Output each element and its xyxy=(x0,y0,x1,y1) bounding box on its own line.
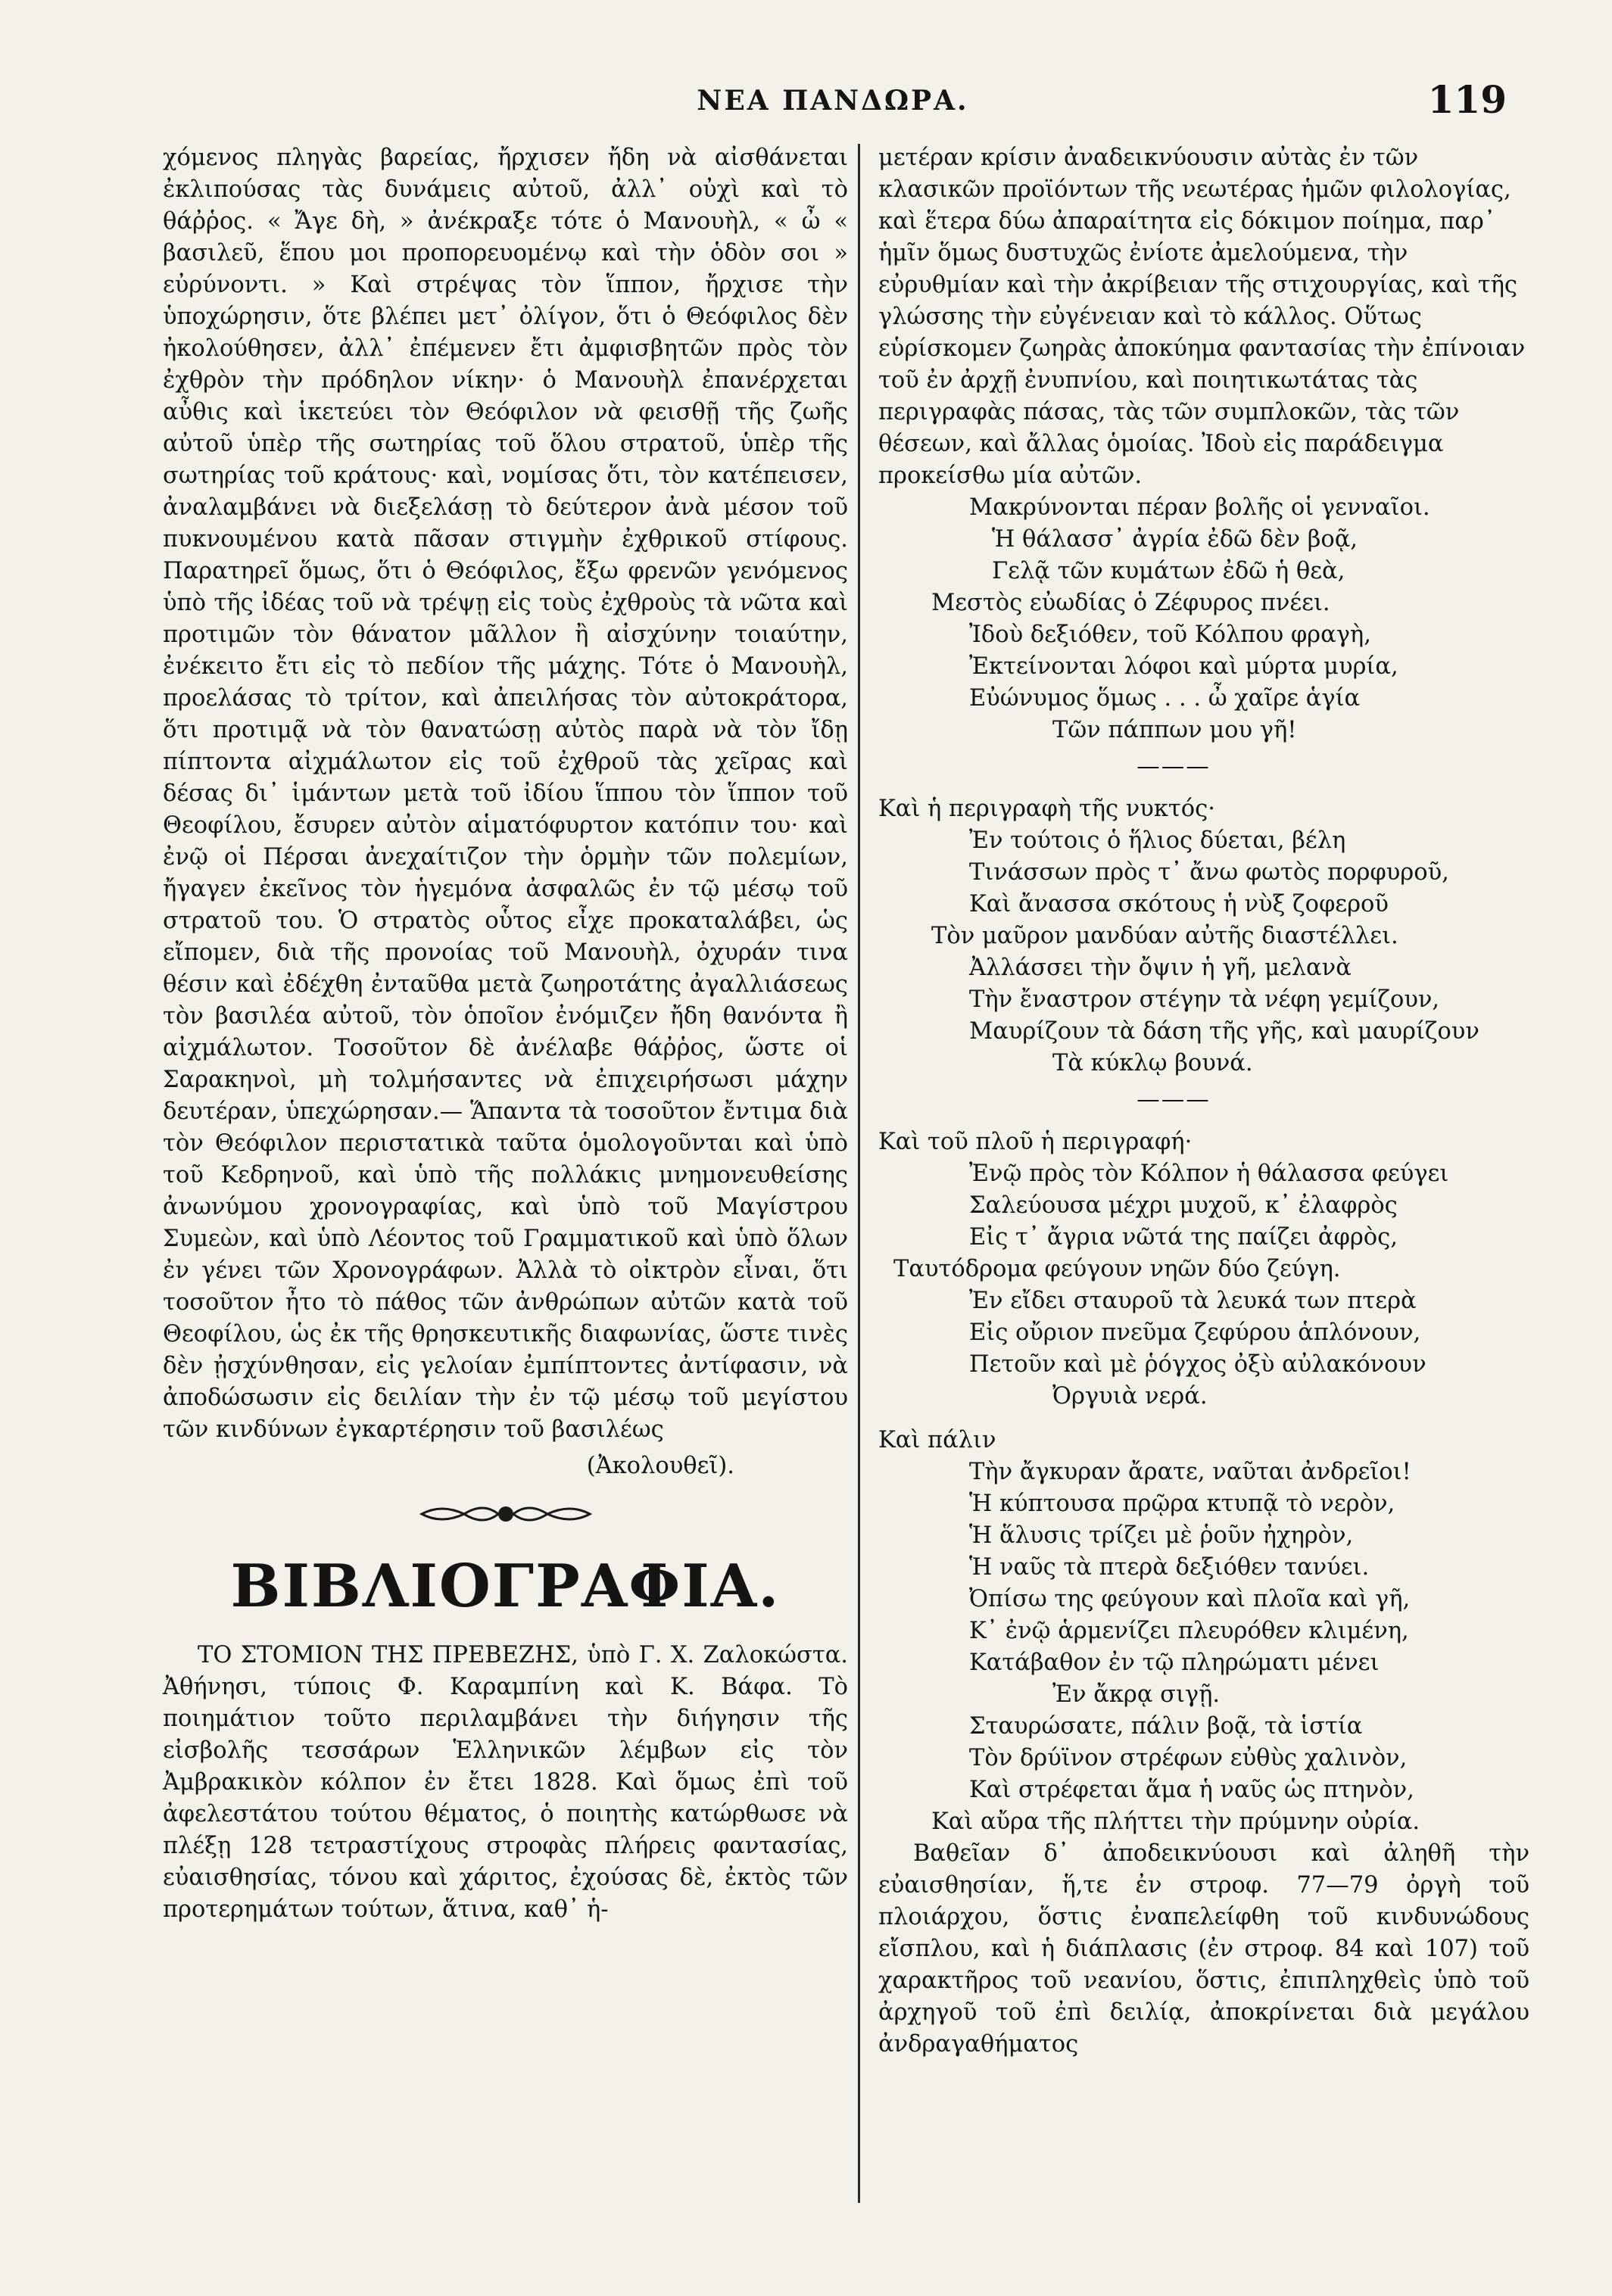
poem-line: Τὴν ἄγκυραν ἄρατε, ναῦται ἀνδρεῖοι! xyxy=(969,1459,1411,1485)
poem-line: Ἐν ἄκρᾳ σιγῇ. xyxy=(1052,1681,1221,1708)
poem-line: Τινάσσων πρὸς τ᾿ ἄνω φωτὸς πορφυροῦ, xyxy=(969,859,1449,886)
right-column xyxy=(878,142,1529,2061)
poem-line: Ἡ κύπτουσα πρῷρα κτυπᾷ τὸ νερὸν, xyxy=(969,1491,1395,1517)
poem-line: Γελᾷ τῶν κυμάτων ἐδῶ ἡ θεὰ, xyxy=(992,558,1345,584)
poem-line: Ἡ ναῦς τὰ πτερὰ δεξιόθεν τανύει. xyxy=(969,1554,1370,1581)
continued-note: (Ἀκολουθεῖ). xyxy=(586,1453,734,1479)
poem-line: Μεστὸς εὐωδίας ὁ Ζέφυρος πνέει. xyxy=(931,590,1330,616)
poem-line: Μαυρίζουν τὰ δάση τῆς γῆς, καὶ μαυρίζουν xyxy=(969,1018,1479,1045)
poem-line: Καὶ στρέφεται ἅμα ἡ ναῦς ὡς πτηνὸν, xyxy=(969,1777,1414,1803)
poem-line: Ταυτόδρομα φεύγουν νηῶν δύο ζεύγη. xyxy=(893,1256,1341,1282)
poem-line: Εὐώνυμος ὅμως . . . ὦ χαῖρε ἁγία xyxy=(969,685,1361,712)
poem-line: Εἰς οὔριον πνεῦμα ζεφύρου ἁπλόνουν, xyxy=(969,1319,1421,1346)
separator-dash: ——— xyxy=(1137,753,1211,780)
poem-line: Μακρύνονται πέραν βολῆς οἱ γενναῖοι. xyxy=(969,494,1430,521)
poem-line: Σαλεύουσα μέχρι μυχοῦ, κ᾿ ἐλαφρὸς xyxy=(969,1192,1398,1219)
intro-paragraph: μετέραν κρίσιν ἀναδεικνύουσιν αὐτὰς ἐν τῶν κλασικῶν προϊόντων τῆς νεωτέρας ἡμῶν φιλολογίας, καὶ ἕτερα δύω ἀπαραίτητα εἰς δόκιμον ποίημα, παρ᾿ ἡμῖν ὅμως δυστυχῶς ἐνίοτε ἀμελούμενα, τὴν εὐρυθμίαν καὶ τὴν ἀκρίβειαν τῆς στιχουργίας, καὶ τῆς γλώσσης τὴν εὐγένειαν καὶ τὸ κάλλος. Οὕτως εὑρίσκομεν ζωηρὰς ἀποκύημα φαντασίας τὴν ἐπίνοιαν τοῦ ἐν ἀρχῇ ἐνυπνίου, καὶ ποιητικωτάτας τὰς περιγραφὰς πάσας, τὰς τῶν συμπλοκῶν, τὰς τῶν θέσεων, καὶ ἄλλας ὁμοίας. Ἰδοὺ εἰς παράδειγμα προκείσθω μία αὐτῶν. xyxy=(878,145,1526,489)
running-title: ΝΕΑ ΠΑΝΔΩΡΑ. xyxy=(697,85,969,117)
poem-line: Ἡ ἅλυσις τρίζει μὲ ῥοῦν ἠχηρὸν, xyxy=(969,1522,1354,1549)
body-paragraph: χόμενος πληγὰς βαρείας, ἤρχισεν ἤδη νὰ αἰσθάνεται ἐκλιπούσας τὰς δυνάμεις αὐτοῦ, ἀλλ᾿ οὐχὶ καὶ τὸ θάῤῥος. « Ἄγε δὴ, » ἀνέκραξε τότε ὁ Μανουὴλ, « ὦ « βασιλεῦ, ἕπου μοι προπορευομένῳ καὶ τὴν ὁδὸν σοι » εὐρύνοντι. » Καὶ στρέψας τὸν ἵππον, ἤρχισε τὴν ὑποχώρησιν, ὅτε βλέπει μετ᾿ ὀλίγον, ὅτι ὁ Θεόφιλος δὲν ἠκολούθησεν, ἀλλ᾿ ἐπέμενεν ἔτι ἀμφισβητῶν πρὸς τὸν ἐχθρὸν τὴν πρόδηλον νίκην· ὁ Μανουὴλ ἐπανέρχεται αὖθις καὶ ἱκετεύει τὸν Θεόφιλον νὰ φεισθῇ τῆς ζωῆς αὐτοῦ ὑπὲρ τῆς σωτηρίας τοῦ ὅλου στρατοῦ, ὑπὲρ τῆς σωτηρίας τοῦ κράτους· καὶ, νομίσας ὅτι, τὸν κατέπεισεν, ἀναλαμβάνει νὰ διεξελάσῃ τὸ δεύτερον ἀνὰ μέσον τοῦ πυκνουμένου κατὰ πᾶσαν στιγμὴν ἐχθρικοῦ στίφους. Παρατηρεῖ ὅμως, ὅτι ὁ Θεόφιλος, ἔξω φρενῶν γενόμενος ὑπὸ τῆς ἰδέας τοῦ νὰ τρέψῃ εἰς τοὺς ἐχθροὺς τὰ νῶτα καὶ προτιμῶν τὸν θάνατον μᾶλλον ἢ αἰσχύνην τοιαύτην, ἐνέκειτο ἔτι εἰς τὸ πεδίον τῆς μάχης. Τότε ὁ Μανουὴλ, προελάσας τὸ τρίτον, καὶ ἀπειλήσας τὸν αὐτοκράτορα, ὅτι προτιμᾷ νὰ τὸν θανατώσῃ αὐτὸς παρὰ νὰ τὸν ἴδῃ πίπτοντα αἰχμάλωτον εἰς τοῦ ἐχθροῦ τὰς χεῖρας καὶ δέσας δι᾿ ἱμάντων μετὰ τοῦ ἰδίου ἵππου τὸν ἵππον τοῦ Θεοφίλου, ἔσυρεν αὐτὸν αἱματόφυρτον κατόπιν του· καὶ ἐνῷ οἱ Πέρσαι ἀνεχαίτιζον τὴν ὁρμὴν τῶν πολεμίων, ἤγαγεν ἐκεῖνος τὸν ἡγεμόνα ἀσφαλῶς ἐν τῷ μέσῳ τοῦ στρατοῦ του. Ὁ στρατὸς οὗτος εἶχε προκαταλάβει, ὡς εἴπομεν, διὰ τῆς προνοίας τοῦ Μανουὴλ, ὀχυράν τινα θέσιν καὶ ἐδέχθη ἐνταῦθα μετὰ ζωηροτάτης ἀγαλλιάσεως τὸν βασιλέα αὐτοῦ, τὸν ὁποῖον ἐνόμιζεν ἤδη θανόντα ἢ αἰχμάλωτον. Τοσοῦτον δὲ ἀνέλαβε θάῤῥος, ὥστε οἱ Σαρακηνοὶ, μὴ τολμήσαντες νὰ ἐπιχειρήσωσι μάχην δευτέραν, ὑπεχώρησαν.— Ἅπαντα τὰ τοσοῦτον ἔντιμα διὰ τὸν Θεόφιλον περιστατικὰ ταῦτα ὁμολογοῦνται καὶ ὑπὸ τοῦ Κεδρηνοῦ, καὶ ὑπὸ τῆς πολλάκις μνημονευθείσης ἀνωνύμου χρονογραφίας, καὶ ὑπὸ τοῦ Μαγίστρου Συμεὼν, καὶ ὑπὸ Λέοντος τοῦ Γραμματικοῦ καὶ ὑπὸ ὅλων ἐν γένει τῶν Χρονογράφων. Ἀλλὰ τὸ οἰκτρὸν εἶναι, ὅτι τοσοῦτον ἦτο τὸ πάθος τῶν ἀνθρώπων αὐτῶν κατὰ τοῦ Θεοφίλου, ὡς ἐκ τῆς θρησκευτικῆς διαφωνίας, ὥστε τινὲς δὲν ᾐσχύνθησαν, εἰς γελοίαν ἐμπίπτοντες ἀντίφασιν, νὰ ἀποδώσωσιν εἰς δειλίαν τὴν ἐν τῷ μέσῳ τοῦ μεγίστου τῶν κινδύνων ἐγκαρτέρησιν τοῦ βασιλέως xyxy=(163,145,848,1443)
poem-line: Ὀργυιὰ νερά. xyxy=(1052,1383,1208,1410)
poem-line: Κ᾿ ἐνῷ ἁρμενίζει πλευρόθεν κλιμένη, xyxy=(969,1618,1409,1644)
poem-line: Καὶ ἄνασσα σκότους ἡ νὺξ ζοφεροῦ xyxy=(969,891,1389,917)
poem-line: Τὴν ἔναστρον στέγην τὰ νέφη γεμίζουν, xyxy=(969,986,1440,1013)
poem-excerpt-3 xyxy=(878,1158,1529,1413)
poem-line: Ἐνῷ πρὸς τὸν Κόλπον ἡ θάλασσα φεύγει xyxy=(969,1160,1449,1187)
poem-line: Ἰδοὺ δεξιόθεν, τοῦ Κόλπου φραγὴ, xyxy=(969,622,1371,648)
lead-line: Καὶ πάλιν xyxy=(878,1427,996,1453)
poem-line: Ἐν εἴδει σταυροῦ τὰ λευκά των πτερὰ xyxy=(969,1288,1417,1314)
poem-line: Τὸν δρύϊνον στρέφων εὐθὺς χαλινὸν, xyxy=(969,1745,1408,1771)
page-number: 119 xyxy=(1427,77,1507,122)
poem-line: Ὀπίσω της φεύγουν καὶ πλοῖα καὶ γῆ, xyxy=(969,1586,1411,1612)
lead-line: Καὶ τοῦ πλοῦ ἡ περιγραφή· xyxy=(878,1129,1193,1155)
poem-line: Τὰ κύκλῳ βουνά. xyxy=(1052,1050,1253,1076)
poem-line: Ἐν τούτοις ὁ ἥλιος δύεται, βέλη xyxy=(969,827,1346,854)
poem-line: Σταυρώσατε, πάλιν βοᾷ, τὰ ἱστία xyxy=(969,1713,1363,1740)
lead-line: Καὶ ἡ περιγραφὴ τῆς νυκτός· xyxy=(878,796,1215,822)
page-header xyxy=(159,77,1507,138)
poem-line: Κατάβαθον ἐν τῷ πληρώματι μένει xyxy=(969,1650,1380,1676)
poem-line: Καὶ αὔρα τῆς πλήττει τὴν πρύμνην οὐρία. xyxy=(931,1808,1420,1835)
column-divider xyxy=(858,144,860,2203)
poem-line: Ἐκτείνονται λόφοι καὶ μύρτα μυρία, xyxy=(969,653,1398,680)
poem-line: Τὸν μαῦρον μανδύαν αὐτῆς διαστέλλει. xyxy=(931,923,1398,949)
separator-dash: ——— xyxy=(1137,1086,1211,1113)
poem-line: Τῶν πάππων μου γῆ! xyxy=(1052,717,1297,743)
poem-excerpt-4 xyxy=(878,1456,1529,1838)
closing-paragraph: Βαθεῖαν δ᾿ ἀποδεικνύουσι καὶ ἀληθῆ τὴν εὐαισθησίαν, ἥ,τε ἐν στροφ. 77—79 ὀργὴ τοῦ πλοιάρχου, ὅστις ἐναπελείφθη τοῦ κινδυνώδους εἴσπλου, καὶ ἡ διάπλασις (ἐν στροφ. 84 καὶ 107) τοῦ χαρακτῆρος τοῦ νεανίου, ὅστις, ἐπιπληχθεὶς ὑπὸ τοῦ ἀρχηγοῦ τοῦ ἐπὶ δειλίᾳ, ἀποκρίνεται διὰ μεγάλου ἀνδραγαθήματος xyxy=(878,1840,1529,2058)
poem-line: Ἀλλάσσει τὴν ὄψιν ἡ γῆ, μελανὰ xyxy=(969,955,1352,981)
ornament-divider-icon xyxy=(163,1500,848,1531)
poem-excerpt-2 xyxy=(878,825,1529,1079)
left-column xyxy=(163,142,848,1926)
poem-line: Ἡ θάλασσ᾿ ἀγρία ἐδῶ δὲν βοᾷ, xyxy=(992,526,1358,553)
poem-line: Εἰς τ᾿ ἄγρια νῶτά της παίζει ἀφρὸς, xyxy=(969,1224,1398,1251)
review-paragraph: ΤΟ ΣΤΟΜΙΟΝ ΤΗΣ ΠΡΕΒΕΖΗΣ, ὑπὸ Γ. Χ. Ζαλοκώστα. Ἀθήνησι, τύποις Φ. Καραμπίνη καὶ Κ. Βάφα. Τὸ ποιημάτιον τοῦτο περιλαμβάνει τὴν διήγησιν τῆς εἰσβολῆς τεσσάρων Ἑλληνικῶν λέμβων εἰς τὸν Ἀμβρακικὸν κόλπον ἐν ἔτει 1828. Καὶ ὅμως ἐπὶ τοῦ ἀφελεστάτου τούτου θέματος, ὁ ποιητὴς κατώρθωσε νὰ πλέξῃ 128 τετραστίχους στροφὰς πλήρεις φαντασίας, εὐαισθησίας, τόνου καὶ χάριτος, ἐχούσας δὲ, ἐκτὸς τῶν προτερημάτων τούτων, ἅτινα, καθ᾿ ἡ- xyxy=(163,1642,848,1923)
section-heading: ΒΙΒΛΙΟΓΡΑΦΙΑ. xyxy=(230,1552,781,1621)
poem-line: Πετοῦν καὶ μὲ ῥόγχος ὀξὺ αὐλακόνουν xyxy=(969,1351,1426,1378)
poem-excerpt-1 xyxy=(878,492,1529,746)
